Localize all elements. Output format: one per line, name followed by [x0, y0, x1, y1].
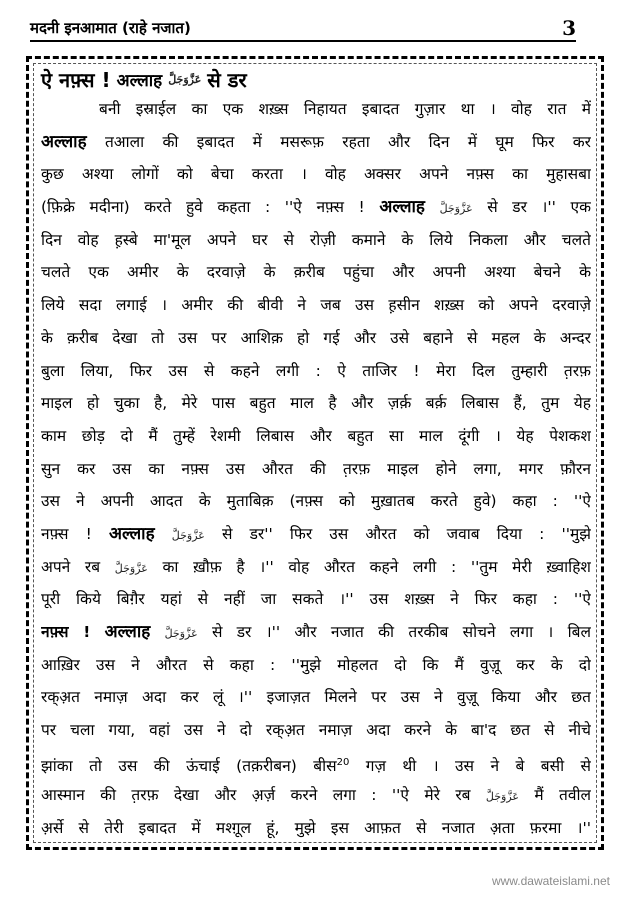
- text-line: अल्लाह तआला की इबादत में मसरूफ़ रहता और दिन में घूम फिर कर: [41, 131, 591, 152]
- section-title: [41, 65, 591, 93]
- text-line: नफ़्स ! अल्लाह عَزَّوَجَلَّ से डर ।'' और नजात की तरकीब सोचने लगा । बिल: [41, 622, 591, 642]
- text-line: रक्अ़त नमाज़ अदा कर लूं ।'' इजाज़त मिलने पर उस ने वुज़ू किया और छत: [41, 688, 591, 707]
- text-line: उस ने अपनी आदत के मुताबिक़ (नफ़्स को मुख़ातब करते हुवे) कहा : ''ऐ: [41, 492, 591, 511]
- title-honorific: عَزَّوَجَلَّ: [168, 72, 202, 86]
- book-title: मदनी इनआमात (राहे नजात): [30, 19, 191, 37]
- running-header: [30, 16, 576, 42]
- paragraph: [41, 93, 591, 845]
- title-suffix: से डर: [207, 67, 247, 92]
- title-prefix: ऐ नफ़्स !: [41, 67, 111, 92]
- text-line: चलते एक अमीर के दरवाज़े के क़रीब पहुंचा और अपनी अश्या बेचने के: [41, 263, 591, 282]
- text-line: नफ़्स ! अल्लाह عَزَّوَجَلَّ से डर'' फिर उस औरत को जवाब दिया : ''मुझे: [41, 523, 591, 544]
- text-line: बनी इस्राईल का एक शख़्स निहायत इबादत गुज़ार था । वोह रात में: [99, 100, 591, 118]
- superscript-number: 20: [336, 756, 350, 768]
- page-number: 3: [562, 16, 576, 40]
- title-allah: अल्लाह: [116, 70, 163, 91]
- text-line: कुछ अश्या लोगों को बेचा करता । वोह अक्सर अपने नफ़्स का मुहासबा: [41, 165, 591, 184]
- text-line: बुला लिया, फिर उस से कहने लगी : ऐ ताजिर ! मेरा दिल तुम्हारी त़रफ़: [41, 361, 591, 380]
- text-line: अ़र्से से तेरी इबादत में मश्ग़ूल हूं, मुझे इस आफ़त से नजात अ़ता फ़रमा ।'': [41, 819, 591, 838]
- text-line: अपने रब عَزَّوَجَلَّ का ख़ौफ़ है ।'' वोह औरत कहने लगी : ''तुम मेरी ख़्वाहिश: [41, 557, 591, 576]
- text-line: माइल हो चुका है, मेरे पास बहुत माल है और ज़र्क़ बर्क़ लिबास हैं, तुम येह: [41, 394, 591, 413]
- text-line: पर चला गया, वहां उस ने दो रक्अ़त नमाज़ अदा करने के बा'द छत से नीचे: [41, 721, 591, 740]
- text-line: पूरी किये बिग़ैर यहां से नहीं जा सकते ।'' उस शख़्स ने फिर कहा : ''ऐ: [41, 590, 591, 609]
- text-line: आख़िर उस ने औरत से कहा : ''मुझे मोहलत दो कि मैं वुज़ू कर के दो: [41, 655, 591, 674]
- text-line: आस्मान की त़रफ़ देखा और अ़र्ज़ करने लगा : ''ऐ मेरे रब عَزَّوَجَلَّ मैं तवील: [41, 786, 591, 805]
- text-line: के क़रीब देखा तो उस पर आशिक़ हो गई और उसे बहाने से महल के अन्दर: [41, 328, 591, 347]
- website-url: www.dawateislami.net: [491, 874, 610, 888]
- text-line: काम छोड़ दो मैं तुम्हें रेशमी लिबास और बहुत सा माल दूंगी । येह पेशकश: [41, 426, 591, 445]
- page-content: [41, 65, 591, 845]
- text-line: सुन कर उस का नफ़्स उस औरत की त़रफ़ माइल होने लगा, मगर फ़ौरन: [41, 459, 591, 478]
- text-line: झांका तो उस की ऊंचाई (तक़रीबन) बीस$^{20}$ गज़ थी । उस ने बे बसी से: [41, 756, 591, 775]
- page-frame: [26, 56, 604, 850]
- text-line: लिये सदा लगाई । अमीर की बीवी ने जब उस ह़सीन शख़्स को अपने दरवाज़े: [41, 296, 591, 315]
- text-line: (फ़िक्रे मदीना) करते हुवे कहता : ''ऐ नफ़्स ! अल्लाह عَزَّوَجَلَّ से डर ।'' एक: [41, 197, 591, 218]
- text-line: दिन वोह ह़स्बे मा'मूल अपने घर से रोज़ी कमाने के लिये निकला और चलते: [41, 230, 591, 249]
